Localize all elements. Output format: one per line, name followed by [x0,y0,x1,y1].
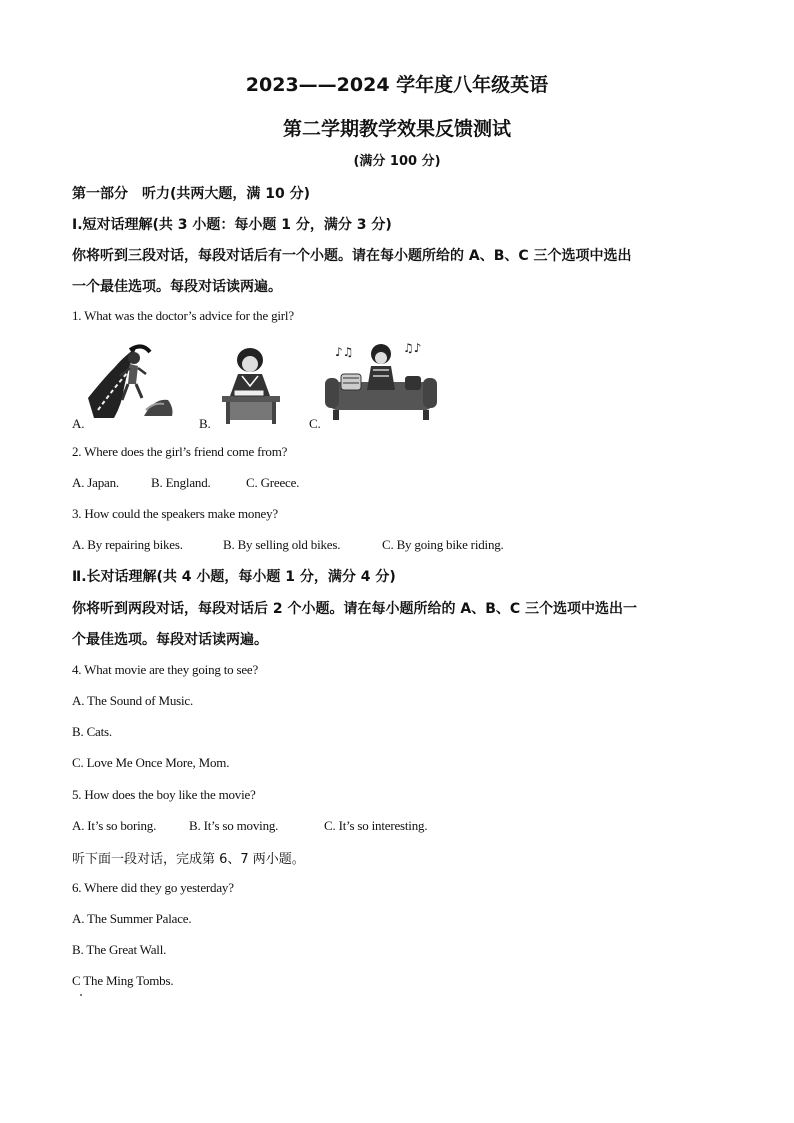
q2-option-a: A. Japan. [72,475,119,490]
q2-option-b: B. England. [151,475,211,490]
section1-instructions-line2: 一个最佳选项。每段对话读两遍。 [72,279,282,295]
question-3: 3. How could the speakers make money? [72,506,278,521]
q6-option-c: C The Ming Tombs. [72,973,174,988]
q1-option-b-label: B. [199,416,211,431]
question-4: 4. What movie are they going to see? [72,662,259,677]
q5-option-c: C. It’s so interesting. [324,818,428,833]
question-1: 1. What was the doctor’s advice for the girl? [72,308,294,323]
svg-text:♪♫: ♪♫ [335,345,354,359]
music-on-sofa-picture [325,338,437,424]
q5-option-a: A. It’s so boring. [72,818,157,833]
running-woman-picture [84,338,176,422]
q4-option-b: B. Cats. [72,724,112,739]
section2-heading: Ⅱ.长对话理解(共 4 小题，每小题 1 分，满分 4 分) [72,569,396,585]
q3-option-c: C. By going bike riding. [382,537,504,552]
section1-instructions-line1: 你将听到三段对话，每段对话后有一个小题。请在每小题所给的 A、B、C 三个选项中选出 [72,248,632,264]
section2-instructions-line2: 个最佳选项。每段对话读两遍。 [72,632,268,648]
section2-instructions-line1: 你将听到两段对话，每段对话后 2 个小题。请在每小题所给的 A、B、C 三个选项中选出一 [72,601,638,617]
q5-option-b: B. It’s so moving. [189,818,279,833]
exam-title-line2: 第二学期教学效果反馈测试 [282,118,511,140]
question-6: 6. Where did they go yesterday? [72,880,234,895]
score-note: (满分 100 分) [353,154,441,169]
svg-text:♫♪: ♫♪ [403,341,422,355]
q4-option-a: A. The Sound of Music. [72,693,194,708]
q1-option-a-label: A. [72,416,85,431]
question-5: 5. How does the boy like the movie? [72,787,256,802]
q1-option-c-label: C. [309,416,321,431]
q4-option-c: C. Love Me Once More, Mom. [72,755,230,770]
question-2: 2. Where does the girl’s friend come from? [72,444,288,459]
scan-speck [80,994,82,996]
q6-option-a: A. The Summer Palace. [72,911,192,926]
q2-option-c: C. Greece. [246,475,300,490]
exam-title-line1: 2023——2024 学年度八年级英语 [245,74,549,96]
section1-heading: Ⅰ.短对话理解(共 3 小题：每小题 1 分，满分 3 分) [72,217,392,233]
dialogue-note: 听下面一段对话，完成第 6、7 两小题。 [72,852,305,867]
q3-option-a: A. By repairing bikes. [72,537,183,552]
part1-heading: 第一部分 听力(共两大题，满 10 分) [72,186,311,202]
studying-girl-picture [216,344,286,424]
q3-option-b: B. By selling old bikes. [223,537,341,552]
q6-option-b: B. The Great Wall. [72,942,167,957]
